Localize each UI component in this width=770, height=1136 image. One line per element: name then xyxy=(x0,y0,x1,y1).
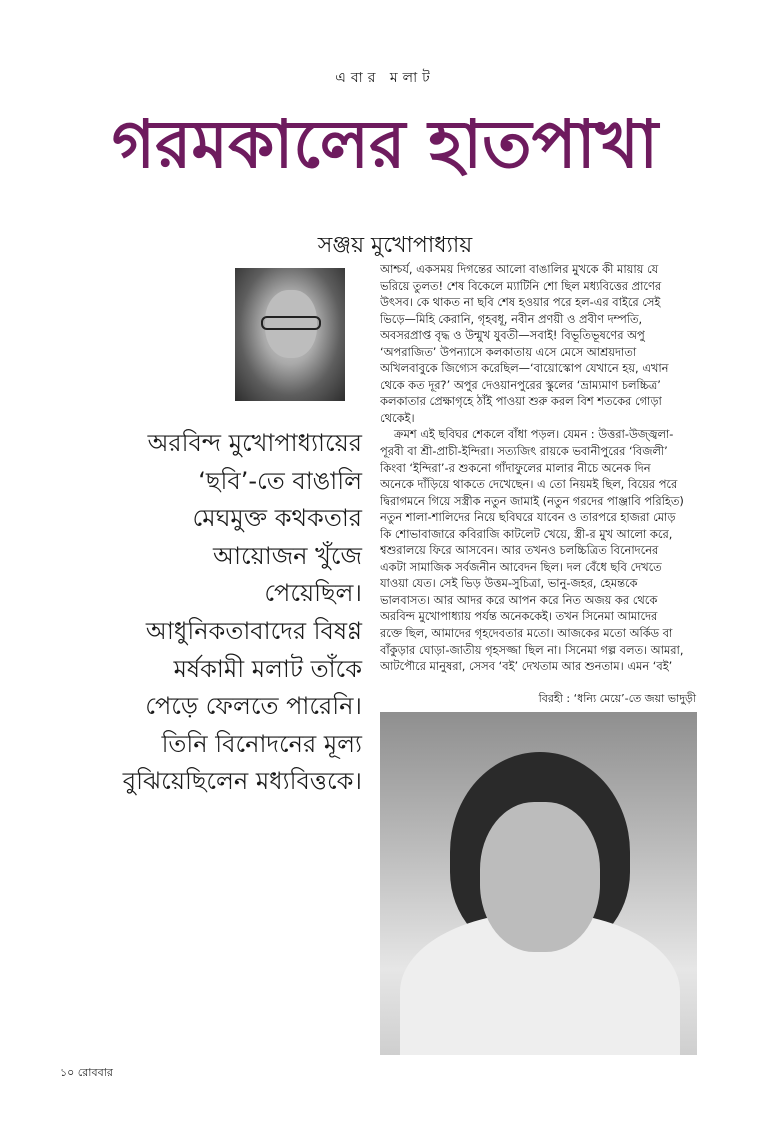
pull-quote-line: মর্ষকামী মলাট তাঁকে xyxy=(173,654,362,683)
pull-quote xyxy=(60,425,362,801)
body-line: আশ্চর্য, একসময় দিগন্তের আলো বাঙালির মুখকে কী মায়ায় যে xyxy=(380,262,659,276)
body-line: অবসরপ্রাপ্ত বৃদ্ধ ও উন্মুখ যুবতী—সবাই! বিভূতিভূষণের অপু xyxy=(380,328,645,343)
pull-quote-line: তিনি বিনোদনের মূল্য xyxy=(161,729,362,758)
body-line: যাওয়া যেত। সেই ভিড় উত্তম-সুচিত্রা, ভানু-জহর, হেমন্তকে xyxy=(380,576,638,591)
article-body xyxy=(380,261,702,675)
body-line: অখিলবাবুকে জিগ্যেস করেছিল—‘বায়োস্কোপ যেখানে হয়, এখান xyxy=(380,361,669,376)
photo-caption: বিরহী : ‘ধন্যি মেয়ে’-তে জয়া ভাদুড়ী xyxy=(538,692,696,705)
body-line: ভালবাসত। আর আদর করে আপন করে নিত অজয় কর থেকে xyxy=(380,592,658,607)
body-line: থেকে কত দূর?’ অপুর দেওয়ানপুরের স্কুলের ‘ভ্রাম্যমাণ চলচ্চিত্র’ xyxy=(380,377,661,392)
body-line: অনেকে দাঁড়িয়ে থাকতে দেখেছেন। এ তো নিয়মই ছিল, বিয়ের পরে xyxy=(380,477,678,492)
pull-quote-line: আয়োজন খুঁজে xyxy=(212,541,362,570)
pull-quote-line: বুঝিয়েছিলেন মধ্যবিত্তকে। xyxy=(122,767,362,796)
body-line: ভরিয়ে তুলত! শেষ বিকেলে ম্যাটিনি শো ছিল মধ্যবিত্তের প্রাণের xyxy=(380,278,662,293)
film-still-photo xyxy=(380,712,697,1055)
author-byline: সঞ্জয় মুখোপাধ্যায় xyxy=(317,233,473,258)
article-title: গরমকালের হাতপাখা xyxy=(111,106,659,183)
body-line: ভিড়ে—মিহি কেরানি, গৃহবধূ, নবীন প্রণয়ী ও প্রবীণ দম্পতি, xyxy=(380,311,643,326)
body-line: কলকাতার প্রেক্ষাগৃহে ঠাঁই পাওয়া শুরু করল বিশ শতকের গোড়া xyxy=(380,394,662,409)
page-footer: ১০ রোববার xyxy=(60,1066,113,1079)
body-line: কিংবা ‘ইন্দিরা’-র শুকনো গাঁদাফুলের মালার নীচে অনেক দিন xyxy=(380,460,651,475)
pull-quote-line: পেয়েছিল। xyxy=(264,579,362,608)
body-line: শ্বশুরালয়ে ফিরে আসবেন। আর তখনও চলচ্চিত্রিত বিনোদনের xyxy=(380,543,659,558)
pull-quote-line: অরবিন্দ মুখোপাধ্যায়ের xyxy=(147,429,362,457)
body-line: ক্রমশ এই ছবিঘর শেকলে বাঁধা পড়ল। যেমন : উত্তরা-উজ্জ্বলা- xyxy=(394,427,674,442)
pull-quote-line: ‘ছবি’-তে বাঙালি xyxy=(198,466,362,495)
body-line: অরবিন্দ মুখোপাধ্যায় পর্যন্ত অনেককেই। তখন সিনেমা আমাদের xyxy=(380,609,658,624)
body-line: রক্তে ছিল, আমাদের গৃহদেবতার মতো। আজকের মতো অর্কিড বা xyxy=(380,626,673,641)
body-line: নতুন শালা-শালিদের নিয়ে ছবিঘরে যাবেন ও তারপরে হাজরা মোড় xyxy=(380,510,676,525)
body-line: দ্বিরাগমনে গিয়ে সস্ত্রীক নতুন জামাই (নতুন গরদের পাঞ্জাবি পরিহিত) xyxy=(380,493,684,508)
section-kicker: এবার মলাট xyxy=(335,70,435,86)
body-line: পূরবী বা শ্রী-প্রাচী-ইন্দিরা। সত্যজিৎ রায়কে ভবানীপুরের ‘বিজলী’ xyxy=(380,444,668,459)
body-line: কি শোভাবাজারে কবিরাজি কাটলেট খেয়ে, স্ত্রী-র মুখ আলো করে, xyxy=(380,526,673,541)
pull-quote-line: পেড়ে ফেলতে পারেনি। xyxy=(145,692,362,721)
pull-quote-line: আধুনিকতাবাদের বিষণ্ণ xyxy=(145,616,362,645)
body-line: উৎসব। কে থাকত না ছবি শেষ হওয়ার পরে হল-এর বাইরে সেই xyxy=(380,295,661,310)
portrait-glasses xyxy=(261,316,321,330)
body-line: বাঁকুড়ার ঘোড়া-জাতীয় গৃহসজ্জা ছিল না। সিনেমা গল্প বলত। আমরা, xyxy=(380,642,684,657)
body-line: একটা সামাজিক সর্বজনীন আবেদন ছিল। দল বেঁধে ছবি দেখতে xyxy=(380,559,662,574)
body-line: ‘অপরাজিত’ উপন্যাসে কলকাতায় এসে মেসে আশ্রয়দাতা xyxy=(380,344,637,359)
body-line: আটপৌরে মানুষরা, সেসব ‘বই’ দেখতাম আর শুনতাম। এমন ‘বই’ xyxy=(380,659,673,674)
photo-face xyxy=(480,802,600,952)
portrait-photo xyxy=(235,268,345,401)
body-line: থেকেই। xyxy=(380,410,415,425)
pull-quote-line: মেঘমুক্ত কথকতার xyxy=(192,504,362,533)
